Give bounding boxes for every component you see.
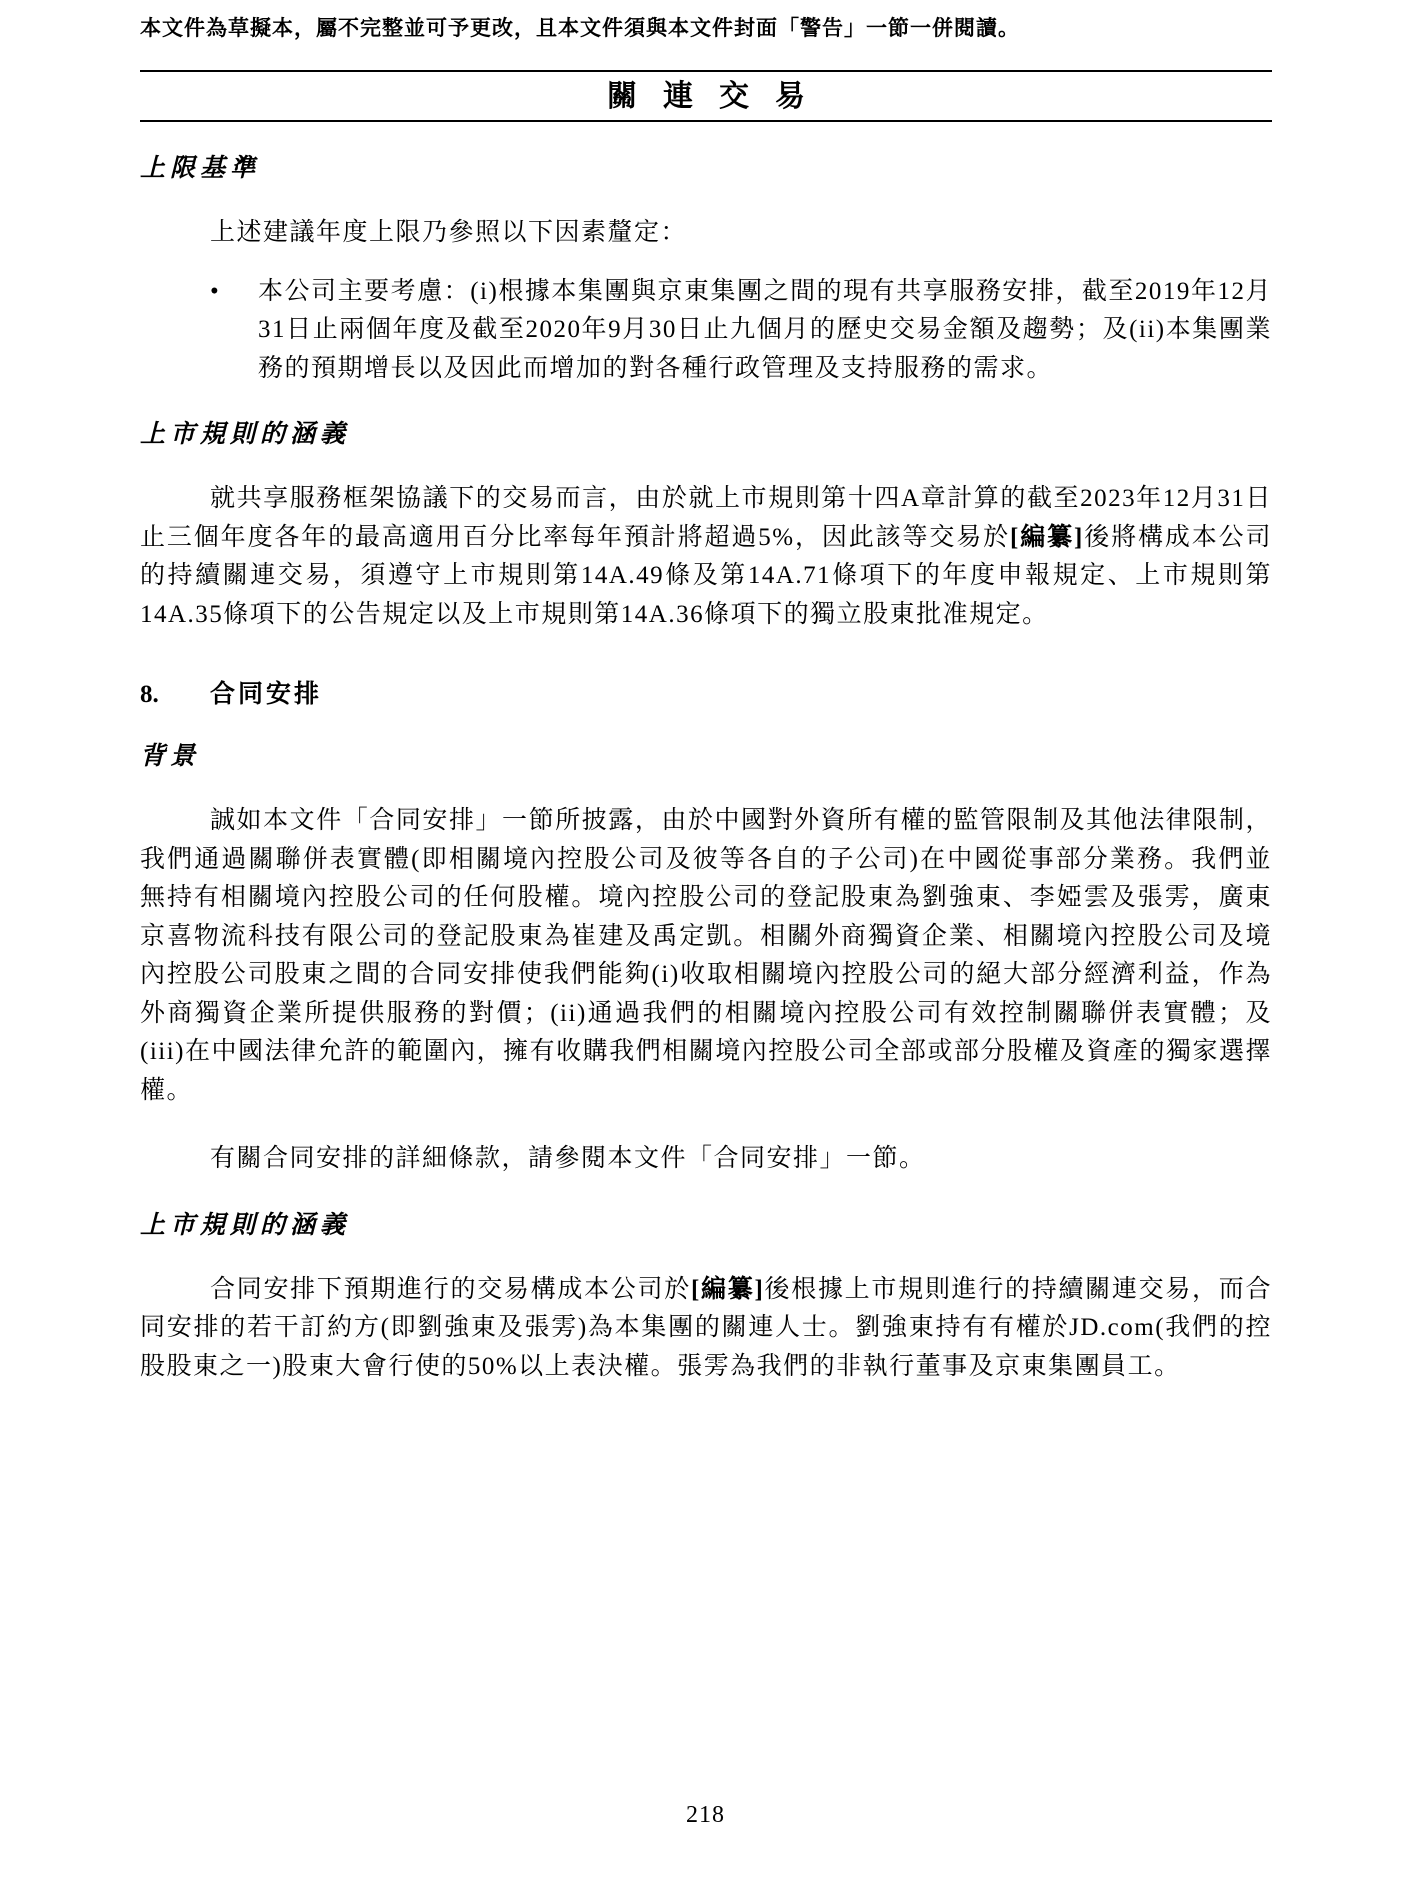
- section-heading-contractual-arrangements: [140, 680, 1272, 710]
- listing-rules-2-paragraph: [140, 1271, 1272, 1387]
- section-heading-background: 背景: [140, 743, 201, 771]
- page-number: 218: [686, 1802, 725, 1828]
- paragraph-segment: 就共享服務框架協議下的交易而言，由於就上市規則第十四A章計算的截至2023年12月31日止三個年度各年的最高適用百分比率每年預計將超過5%，因此該等交易於: [140, 485, 1272, 551]
- draft-disclaimer: 本文件為草擬本，屬不完整並可予更改，且本文件須與本文件封面「警告」一節一併閱讀。: [140, 16, 1020, 40]
- redacted-marker: [編纂]: [690, 1275, 765, 1303]
- background-paragraph-1: 誠如本文件「合同安排」一節所披露，由於中國對外資所有權的監管限制及其他法律限制，我們通過關聯併表實體(即相關境內控股公司及彼等各自的子公司)在中國從事部分業務。我們並無持有相關境內控股公司的任何股權。境內控股公司的登記股東為劉強東、李婭雲及張雱，廣東京喜物流科技有限公司的登記股東為崔建及禹定凱。相關外商獨資企業、相關境內控股公司及境內控股公司股東之間的合同安排使我們能夠(i)收取相關境內控股公司的絕大部分經濟利益，作為外商獨資企業所提供服務的對價；(ii)通過我們的相關境內控股公司有效控制關聯併表實體；及(iii)在中國法律允許的範圍內，擁有收購我們相關境內控股公司全部或部分股權及資產的獨家選擇權。: [140, 807, 1272, 1104]
- section-heading-listing-rules-2: 上市規則的涵義: [140, 1211, 351, 1239]
- section-heading-cap-basis: 上限基準: [140, 155, 261, 183]
- cap-basis-intro: 上述建議年度上限乃參照以下因素釐定：: [210, 219, 688, 247]
- listing-rules-1-paragraph: [140, 480, 1272, 634]
- section-heading-text: 合同安排: [210, 681, 323, 709]
- paragraph-segment: 後將構成本公司的持續關連交易，須遵守上市規則第14A.49條及第14A.71條項下的年度申報規定、上市規則第14A.35條項下的公告規定以及上市規則第14A.36條項下的獨立股東批准規定。: [140, 523, 1272, 628]
- bullet-marker: •: [210, 277, 219, 305]
- bullet-text: 本公司主要考慮：(i)根據本集團與京東集團之間的現有共享服務安排，截至2019年12月31日止兩個年度及截至2020年9月30日止九個月的歷史交易金額及趨勢；及(ii)本集團業務的預期增長以及因此而增加的對各種行政管理及支持服務的需求。: [258, 277, 1272, 382]
- section-number: 8.: [140, 681, 159, 709]
- section-heading-listing-rules-1: 上市規則的涵義: [140, 421, 351, 449]
- title-block: [140, 70, 1272, 122]
- paragraph-segment: 合同安排下預期進行的交易構成本公司於: [210, 1275, 691, 1303]
- page-content: [140, 0, 1272, 1386]
- redacted-marker: [編纂]: [1010, 523, 1084, 551]
- bullet-item: [210, 273, 1272, 389]
- paragraph-segment: 後根據上市規則進行的持續關連交易，而合同安排的若干訂約方(即劉強東及張雱)為本集團的關連人士。劉強東持有有權於JD.com(我們的控股股東之一)股東大會行使的50%以上表決權。張雱為我們的非執行董事及京東集團員工。: [140, 1275, 1272, 1380]
- background-paragraph-2: 有關合同安排的詳細條款，請參閱本文件「合同安排」一節。: [210, 1145, 926, 1173]
- page-title: 關連交易: [607, 80, 831, 114]
